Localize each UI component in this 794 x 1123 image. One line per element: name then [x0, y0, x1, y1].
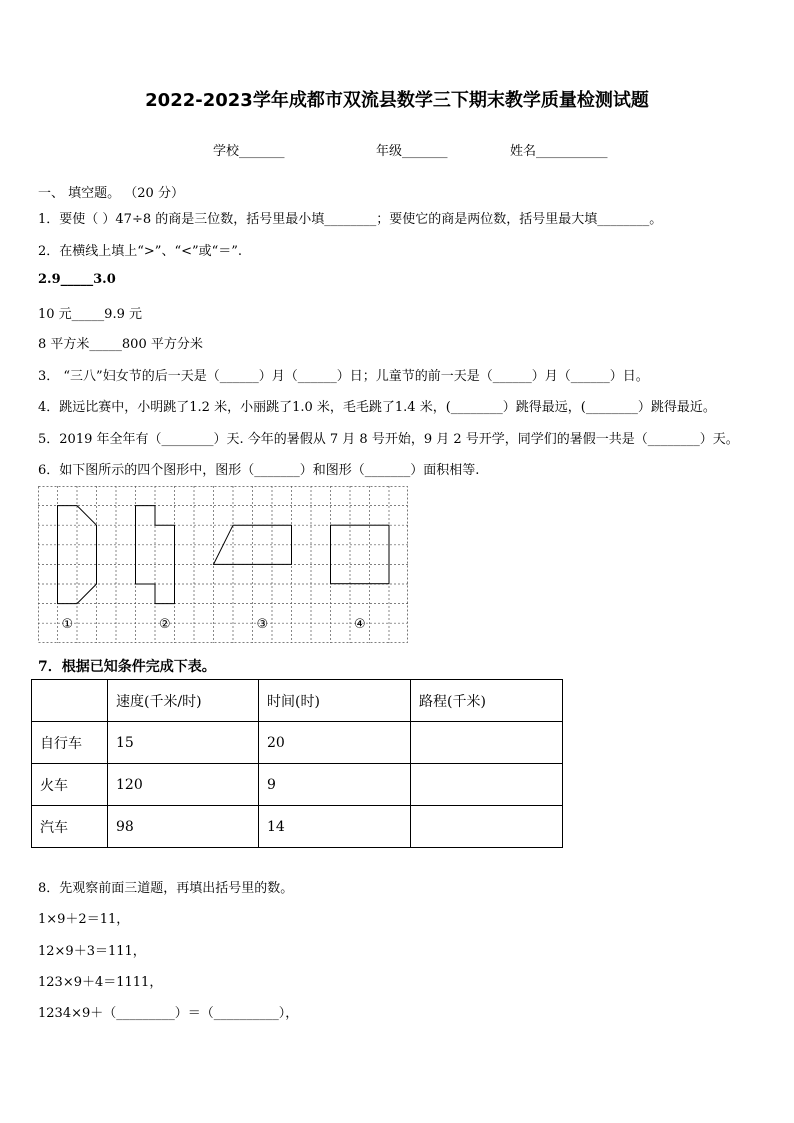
table-header-cell: 路程(千米)	[411, 680, 563, 722]
speed-table	[31, 679, 563, 848]
question-2c: 8 平方米_____800 平方分米	[38, 337, 203, 352]
question-4: 4．跳远比赛中，小明跳了1.2 米，小丽跳了1.0 米，毛毛跳了1.4 米，(________）跳得最远，(________）跳得最近。	[38, 400, 716, 415]
table-cell: 15	[108, 722, 259, 764]
table-cell: 98	[108, 806, 259, 848]
question-1: 1．要使（ ）47÷8 的商是三位数，括号里最小填________；要使它的商是两位数，括号里最大填________。	[38, 212, 663, 227]
name-field[interactable]: 姓名___________	[510, 144, 608, 159]
table-row	[32, 722, 563, 764]
section-heading: 一、 填空题。 （20 分）	[38, 186, 184, 201]
question-3: 3． “三八”妇女节的后一天是（______）月（______）日；儿童节的前一天是（______）月（______）日。	[38, 369, 649, 384]
table-cell: 9	[259, 764, 411, 806]
question-5: 5．2019 年全年有（________）天. 今年的暑假从 7 月 8 号开始，9 月 2 号开学，同学们的暑假一共是（________）天。	[38, 432, 739, 447]
table-cell: 14	[259, 806, 411, 848]
table-header-cell: 时间(时)	[259, 680, 411, 722]
grade-field[interactable]: 年级_______	[376, 144, 448, 159]
school-field[interactable]: 学校_______	[213, 144, 285, 159]
table-row	[32, 806, 563, 848]
question-2a: 2.9_____3.0	[38, 272, 116, 287]
figure-grid	[38, 486, 408, 643]
table-header-row	[32, 680, 563, 722]
question-8d: 1234×9＋（_________）＝（__________），	[38, 1006, 299, 1021]
table-cell: 120	[108, 764, 259, 806]
table-cell: 20	[259, 722, 411, 764]
question-6: 6．如下图所示的四个图形中，图形（_______）和图形（_______）面积相等.	[38, 463, 480, 478]
grid-figure	[38, 486, 408, 643]
question-8: 8．先观察前面三道题，再填出括号里的数。	[38, 881, 294, 896]
table-cell: 汽车	[32, 806, 108, 848]
table-cell: 自行车	[32, 722, 108, 764]
question-8a: 1×9＋2＝11，	[38, 912, 130, 927]
figure-label-1: ①	[61, 617, 74, 632]
table-header-cell	[32, 680, 108, 722]
table-row	[32, 764, 563, 806]
figure-4-shape	[331, 525, 390, 584]
table-cell[interactable]	[411, 806, 563, 848]
question-8b: 12×9＋3＝111，	[38, 944, 146, 959]
question-2b: 10 元_____9.9 元	[38, 307, 142, 322]
question-8c: 123×9＋4＝1111，	[38, 975, 163, 990]
page-title: 2022-2023学年成都市双流县数学三下期末教学质量检测试题	[145, 90, 649, 111]
question-7: 7．根据已知条件完成下表。	[38, 659, 216, 675]
figure-label-4: ④	[353, 617, 366, 632]
table-cell[interactable]	[411, 722, 563, 764]
figure-label-3: ③	[256, 617, 269, 632]
question-2: 2．在横线上填上“>”、“<”或“＝”.	[38, 244, 243, 259]
table-cell: 火车	[32, 764, 108, 806]
table-cell[interactable]	[411, 764, 563, 806]
table-header-cell: 速度(千米/时)	[108, 680, 259, 722]
figure-label-2: ②	[158, 617, 171, 632]
